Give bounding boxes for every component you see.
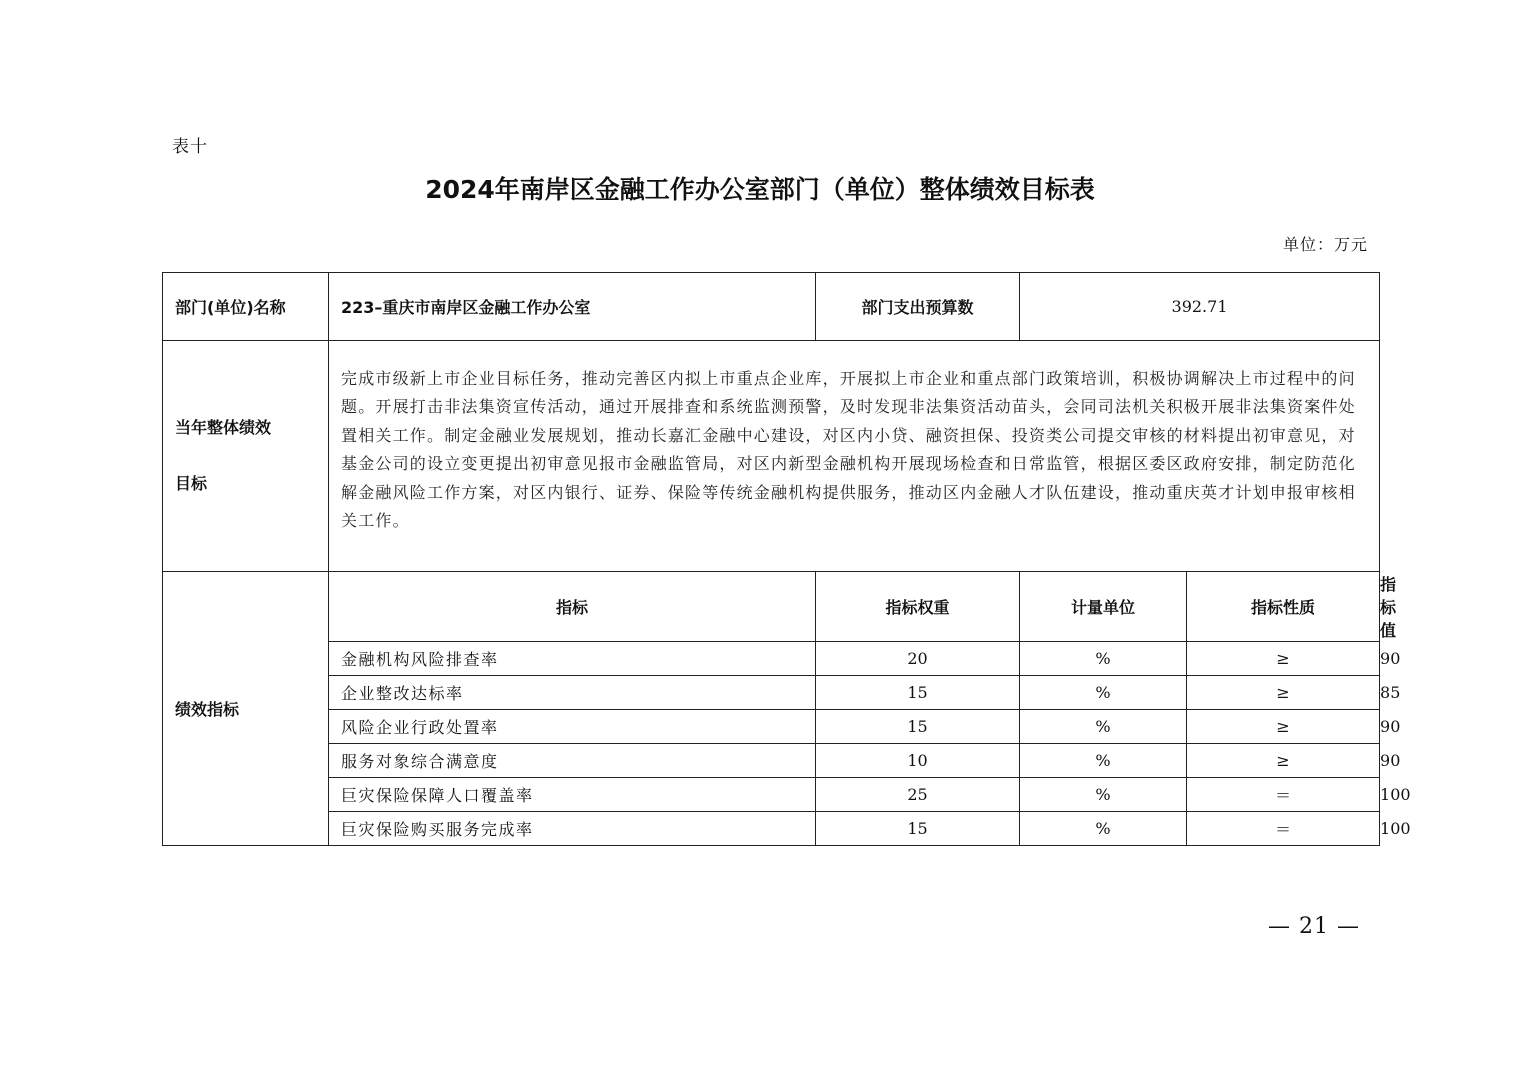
indicator-name: 服务对象综合满意度 — [329, 744, 816, 778]
table-row: 巨灾保险保障人口覆盖率 25 % ＝ 100 — [163, 778, 1380, 812]
indicator-name: 企业整改达标率 — [329, 676, 816, 710]
indicator-name: 巨灾保险保障人口覆盖率 — [329, 778, 816, 812]
goal-label-line1: 当年整体绩效 — [175, 418, 272, 437]
indicator-name: 风险企业行政处置率 — [329, 710, 816, 744]
table-row: 服务对象综合满意度 10 % ≥ 90 — [163, 744, 1380, 778]
table-row: 企业整改达标率 15 % ≥ 85 — [163, 676, 1380, 710]
table-row: 风险企业行政处置率 15 % ≥ 90 — [163, 710, 1380, 744]
indicator-weight: 20 — [816, 642, 1020, 676]
header-nature: 指标性质 — [1187, 572, 1380, 642]
indicator-unit: % — [1020, 710, 1187, 744]
indicator-name: 金融机构风险排查率 — [329, 642, 816, 676]
goal-row — [163, 341, 1380, 572]
indicator-section-label: 绩效指标 — [163, 572, 329, 846]
indicator-nature: ≥ — [1187, 642, 1380, 676]
indicator-nature: ＝ — [1187, 778, 1380, 812]
goal-label-line2: 目标 — [175, 474, 208, 493]
goal-label — [163, 341, 329, 572]
indicator-name: 巨灾保险购买服务完成率 — [329, 812, 816, 846]
goal-text: 完成市级新上市企业目标任务，推动完善区内拟上市重点企业库，开展拟上市企业和重点部门政策培训，积极协调解决上市过程中的问题。开展打击非法集资宣传活动，通过开展排查和系统监测预警，及时发现非法集资活动苗头，会同司法机关积极开展非法集资案件处置相关工作。制定金融业发展规划，推动长嘉汇金融中心建设，对区内小贷、融资担保、投资类公司提交审核的材料提出初审意见，对基金公司的设立变更提出初审意见报市金融监管局，对区内新型金融机构开展现场检查和日常监管，根据区委区政府安排，制定防范化解金融风险工作方案，对区内银行、证券、保险等传统金融机构提供服务，推动区内金融人才队伍建设，推动重庆英才计划申报审核相关工作。 — [329, 341, 1380, 572]
indicator-nature: ＝ — [1187, 812, 1380, 846]
table-row: 巨灾保险购买服务完成率 15 % ＝ 100 — [163, 812, 1380, 846]
unit-note: 单位：万元 — [1282, 235, 1368, 254]
header-unit: 计量单位 — [1020, 572, 1187, 642]
page-title: 2024年南岸区金融工作办公室部门（单位）整体绩效目标表 — [425, 175, 1095, 204]
header-weight: 指标权重 — [816, 572, 1020, 642]
table-label: 表十 — [172, 137, 208, 157]
indicator-unit: % — [1020, 778, 1187, 812]
dept-name-value: 223–重庆市南岸区金融工作办公室 — [329, 273, 816, 341]
indicator-unit: % — [1020, 812, 1187, 846]
indicator-header-row: 绩效指标 指标 指标权重 计量单位 指标性质 指标值 — [163, 572, 1380, 642]
indicator-weight: 15 — [816, 812, 1020, 846]
indicator-unit: % — [1020, 676, 1187, 710]
indicator-weight: 15 — [816, 710, 1020, 744]
indicator-nature: ≥ — [1187, 710, 1380, 744]
indicator-unit: % — [1020, 744, 1187, 778]
dept-name-label: 部门(单位)名称 — [163, 273, 329, 341]
indicator-weight: 25 — [816, 778, 1020, 812]
header-indicator: 指标 — [329, 572, 816, 642]
budget-value: 392.71 — [1020, 273, 1380, 341]
budget-label: 部门支出预算数 — [816, 273, 1020, 341]
page-number: — 21 — — [1268, 914, 1360, 939]
indicator-weight: 10 — [816, 744, 1020, 778]
indicator-unit: % — [1020, 642, 1187, 676]
indicator-nature: ≥ — [1187, 676, 1380, 710]
performance-table — [162, 272, 1411, 846]
indicator-weight: 15 — [816, 676, 1020, 710]
indicator-nature: ≥ — [1187, 744, 1380, 778]
dept-row — [163, 273, 1380, 341]
table-row: 金融机构风险排查率 20 % ≥ 90 — [163, 642, 1380, 676]
